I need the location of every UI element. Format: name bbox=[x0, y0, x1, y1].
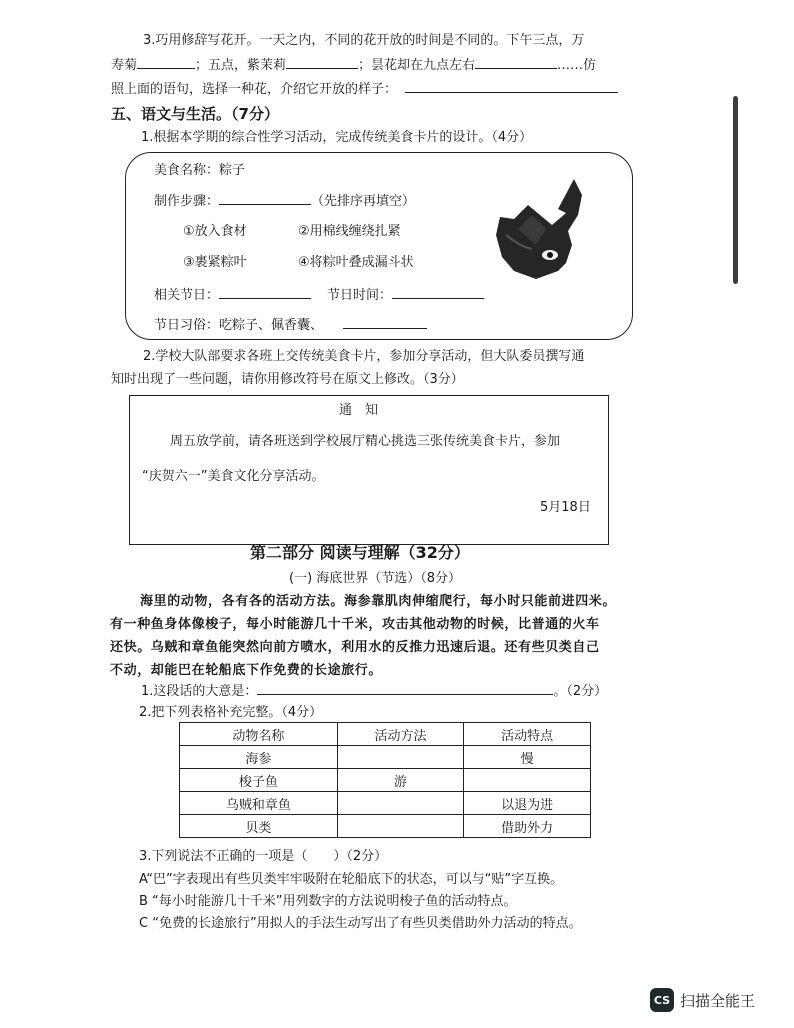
question-text: 3.下列说法不正确的一项是（ ）（2分） bbox=[139, 849, 388, 864]
q3-text-d: ……仿 bbox=[557, 58, 597, 73]
table-header: 活动特点 bbox=[464, 723, 591, 746]
table-cell[interactable] bbox=[337, 792, 464, 815]
q3-line3 bbox=[111, 80, 618, 99]
table-cell: 以退为进 bbox=[464, 792, 591, 815]
question-row bbox=[141, 682, 607, 701]
table-cell: 海参 bbox=[180, 746, 338, 769]
steps-hint: （先排序再填空） bbox=[311, 194, 416, 209]
table-cell: 梭子鱼 bbox=[180, 769, 338, 792]
step-4: ④将粽叶叠成漏斗状 bbox=[298, 255, 414, 270]
notice-title: 通 知 bbox=[339, 403, 379, 418]
question-score: 。（2分） bbox=[553, 684, 608, 699]
answer-blank[interactable] bbox=[219, 286, 311, 299]
festival-time-label: 节日时间： bbox=[327, 288, 393, 303]
notice-line: 周五放学前，请各班送到学校展厅精心挑选三张传统美食卡片，参加 bbox=[170, 434, 561, 449]
steps-label: 制作步骤： bbox=[154, 194, 220, 209]
q3-text-e: 照上面的语句，选择一种花，介绍它开放的样子： bbox=[111, 82, 398, 97]
q3-text-a: 寿菊 bbox=[111, 58, 138, 73]
table-header: 活动方法 bbox=[337, 723, 464, 746]
part-title: 第二部分 阅读与理解（32分） bbox=[250, 543, 470, 562]
q3-line1: 3.巧用修辞写花开。一天之内，不同的花开放的时间是不同的。下午三点，万 bbox=[143, 33, 585, 48]
passage-line: 不动，却能巴在轮船底下作免费的长途旅行。 bbox=[110, 663, 383, 678]
answer-blank[interactable] bbox=[475, 56, 557, 69]
question-text: 1.根据本学期的综合性学习活动，完成传统美食卡片的设计。（4分） bbox=[141, 130, 533, 145]
customs-label: 节日习俗：吃粽子、佩香囊、 bbox=[154, 318, 324, 333]
table-row bbox=[180, 769, 591, 792]
answer-blank[interactable] bbox=[219, 192, 311, 205]
answer-blank[interactable] bbox=[257, 682, 553, 695]
table-cell[interactable] bbox=[337, 746, 464, 769]
answer-blank[interactable] bbox=[405, 80, 618, 93]
q3-line2 bbox=[111, 56, 596, 75]
q3-text-b: ；五点，紫茉莉 bbox=[195, 58, 287, 73]
table-cell: 慢 bbox=[464, 746, 591, 769]
table-cell: 乌贼和章鱼 bbox=[180, 792, 338, 815]
option-a: A“巴”字表现出有些贝类牢牢吸附在轮船底下的状态，可以与“贴”字互换。 bbox=[139, 872, 564, 887]
passage-line: 有一种鱼身体像梭子，每小时能游几十千米，攻击其他动物的时候，比普通的火车 bbox=[110, 617, 600, 632]
step-2: ②用棉线缠绕扎紧 bbox=[298, 224, 401, 239]
table-header-row bbox=[180, 723, 591, 746]
table-row bbox=[180, 792, 591, 815]
question-text: 2.学校大队部要求各班上交传统美食卡片，参加分享活动，但大队委员撰写通 bbox=[143, 349, 585, 364]
scanner-watermark bbox=[650, 988, 755, 1012]
animals-table bbox=[179, 722, 591, 838]
question-text: 1.这段话的大意是： bbox=[141, 684, 258, 699]
passage-line: 还快。乌贼和章鱼能突然向前方喷水，利用水的反推力迅速后退。还有些贝类自己 bbox=[110, 640, 600, 655]
zongzi-illustration-icon bbox=[488, 175, 588, 285]
table-row bbox=[180, 746, 591, 769]
steps-row bbox=[154, 192, 415, 211]
table-header: 动物名称 bbox=[180, 723, 338, 746]
table-row bbox=[180, 815, 591, 838]
camscanner-logo-icon: CS bbox=[650, 988, 674, 1012]
food-name: 美食名称：粽子 bbox=[154, 163, 246, 178]
table-cell[interactable] bbox=[464, 769, 591, 792]
q3-text-c: ；昙花却在九点左右 bbox=[358, 58, 476, 73]
table-cell: 贝类 bbox=[180, 815, 338, 838]
scrollbar[interactable] bbox=[733, 96, 738, 284]
notice-date: 5月18日 bbox=[540, 500, 591, 515]
option-b: B “每小时能游几十千米”用列数字的方法说明梭子鱼的活动特点。 bbox=[139, 894, 517, 909]
festival-row bbox=[154, 286, 484, 305]
section-title: 五、语文与生活。（7分） bbox=[111, 105, 279, 123]
notice-line: “庆贺六一”美食文化分享活动。 bbox=[142, 469, 325, 484]
answer-blank[interactable] bbox=[286, 56, 358, 69]
passage-title: (一) 海底世界（节选）（8分） bbox=[289, 571, 462, 586]
question-text: 知时出现了一些问题，请你用修改符号在原文上修改。（3分） bbox=[111, 372, 464, 387]
question-text: 2.把下列表格补充完整。（4分） bbox=[139, 705, 323, 720]
customs-row bbox=[154, 316, 427, 335]
watermark-text: 扫描全能王 bbox=[680, 991, 756, 1010]
table-cell: 游 bbox=[337, 769, 464, 792]
passage-line: 海里的动物，各有各的活动方法。海参靠肌肉伸缩爬行，每小时只能前进四米。 bbox=[140, 594, 617, 609]
answer-blank[interactable] bbox=[392, 286, 484, 299]
option-c: C “免费的长途旅行”用拟人的手法生动写出了有些贝类借助外力活动的特点。 bbox=[139, 916, 582, 931]
step-1: ①放入食材 bbox=[183, 224, 247, 239]
table-cell: 借助外力 bbox=[464, 815, 591, 838]
table-cell[interactable] bbox=[337, 815, 464, 838]
answer-blank[interactable] bbox=[137, 56, 195, 69]
festival-label: 相关节日： bbox=[154, 288, 220, 303]
answer-blank[interactable] bbox=[343, 316, 427, 329]
step-3: ③裹紧粽叶 bbox=[183, 255, 247, 270]
